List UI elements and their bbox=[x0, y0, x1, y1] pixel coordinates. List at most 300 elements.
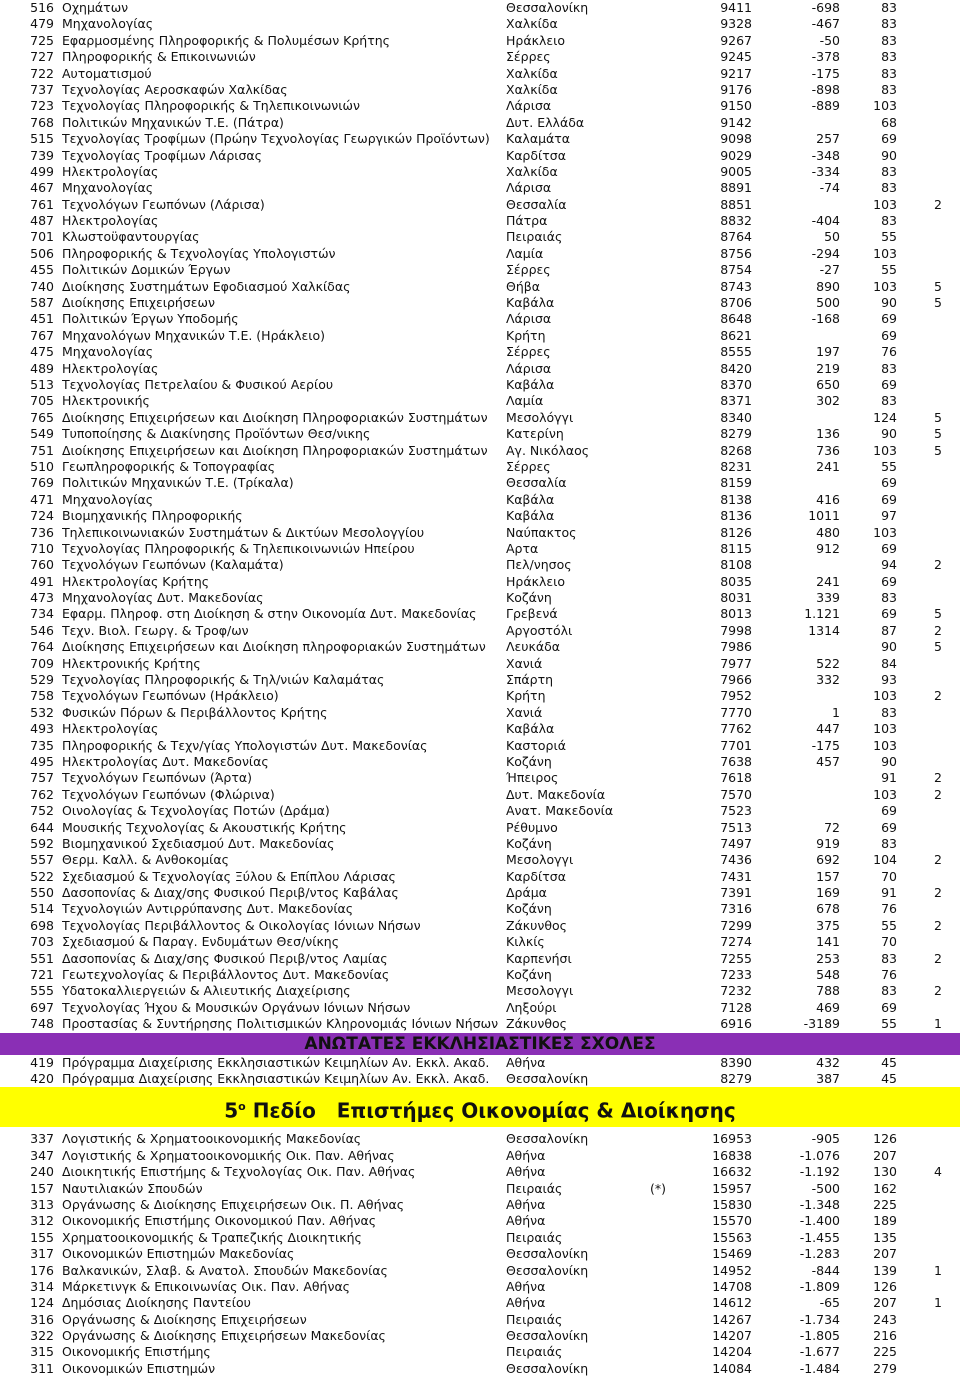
positions: 83 bbox=[881, 65, 897, 81]
score-change: -378 bbox=[811, 49, 840, 65]
score-change: -1.348 bbox=[799, 1196, 840, 1212]
city: Δράμα bbox=[506, 885, 547, 901]
table-row bbox=[0, 1131, 960, 1147]
positions: 225 bbox=[873, 1344, 897, 1360]
extra-positions: 2 bbox=[934, 950, 942, 966]
score-change: 241 bbox=[816, 573, 840, 589]
table-row bbox=[0, 541, 960, 557]
city: Κοζάνη bbox=[506, 967, 552, 983]
table-row bbox=[0, 393, 960, 409]
positions: 103 bbox=[873, 196, 897, 212]
table-section-ecclesiastical bbox=[0, 1055, 960, 1088]
score-change: 257 bbox=[816, 131, 840, 147]
department-name: Τεχνολογίας Πληροφορικής & Τηλεπικοινωνιών Ηπείρου bbox=[62, 540, 415, 556]
department-name: Εφαρμ. Πληροφ. στη Διοίκηση & στην Οικονομία Δυτ. Μακεδονίας bbox=[62, 606, 477, 622]
positions: 83 bbox=[881, 983, 897, 999]
table-row bbox=[0, 1148, 960, 1164]
city: Χαλκίδα bbox=[506, 65, 558, 81]
positions: 103 bbox=[873, 688, 897, 704]
city: Ναύπακτος bbox=[506, 524, 577, 540]
department-code: 313 bbox=[30, 1196, 54, 1212]
score-change: 1314 bbox=[808, 622, 840, 638]
base-score: 9245 bbox=[720, 49, 752, 65]
department-name: Μηχανολογίας bbox=[62, 344, 154, 360]
positions: 76 bbox=[881, 967, 897, 983]
extra-positions: 2 bbox=[934, 688, 942, 704]
base-score: 9142 bbox=[720, 114, 752, 130]
department-code: 176 bbox=[30, 1262, 54, 1278]
department-code: 555 bbox=[30, 983, 54, 999]
department-name: Λογιστικής & Χρηματοοικονομικής Μακεδονίας bbox=[62, 1131, 362, 1147]
base-score: 14207 bbox=[712, 1328, 752, 1344]
department-name: Γεωτεχνολογίας & Περιβάλλοντος Δυτ. Μακεδονίας bbox=[62, 967, 390, 983]
city: Καβάλα bbox=[506, 491, 555, 507]
city: Καρδίτσα bbox=[506, 868, 566, 884]
base-score: 15830 bbox=[712, 1196, 752, 1212]
extra-positions: 5 bbox=[934, 295, 942, 311]
department-name: Μηχανολογίας bbox=[62, 16, 154, 32]
department-code: 499 bbox=[30, 163, 54, 179]
department-name: Χρηματοοικονομικής & Τραπεζικής Διοικητικής bbox=[62, 1229, 362, 1245]
base-score: 8231 bbox=[720, 458, 752, 474]
positions: 279 bbox=[873, 1360, 897, 1376]
table-row bbox=[0, 885, 960, 901]
positions: 83 bbox=[881, 835, 897, 851]
base-score: 16953 bbox=[712, 1131, 752, 1147]
table-row bbox=[0, 1055, 960, 1071]
positions: 83 bbox=[881, 393, 897, 409]
department-name: Τεχνολογίας Πετρελαίου & Φυσικού Αερίου bbox=[62, 376, 334, 392]
department-name: Τεχνολόγων Γεωπόνων (Ηράκλειο) bbox=[62, 688, 279, 704]
table-row bbox=[0, 0, 960, 16]
city: Καβάλα bbox=[506, 295, 555, 311]
score-change: -334 bbox=[811, 163, 840, 179]
base-score: 7770 bbox=[720, 704, 752, 720]
score-change: -74 bbox=[819, 180, 840, 196]
department-code: 514 bbox=[30, 901, 54, 917]
positions: 207 bbox=[873, 1246, 897, 1262]
score-change: -1.283 bbox=[799, 1246, 840, 1262]
base-score: 8891 bbox=[720, 180, 752, 196]
city: Σέρρες bbox=[506, 344, 551, 360]
score-change: -1.400 bbox=[799, 1213, 840, 1229]
department-name: Διοίκησης Επιχειρήσεων και Διοίκηση Πληροφοριακών Συστημάτων bbox=[62, 409, 488, 425]
department-code: 506 bbox=[30, 245, 54, 261]
table-row bbox=[0, 787, 960, 803]
positions: 216 bbox=[873, 1328, 897, 1344]
city: Αθήνα bbox=[506, 1164, 546, 1180]
positions: 139 bbox=[873, 1262, 897, 1278]
department-name: Ηλεκτρολογίας bbox=[62, 163, 159, 179]
positions: 55 bbox=[881, 917, 897, 933]
table-row bbox=[0, 836, 960, 852]
table-row bbox=[0, 623, 960, 639]
city: Κοζάνη bbox=[506, 590, 552, 606]
table-row bbox=[0, 869, 960, 885]
department-code: 551 bbox=[30, 950, 54, 966]
department-name: Ηλεκτρονικής bbox=[62, 393, 150, 409]
table-row bbox=[0, 918, 960, 934]
score-change: 1 bbox=[832, 704, 840, 720]
city: Θεσσαλονίκη bbox=[506, 1328, 589, 1344]
table-row bbox=[0, 148, 960, 164]
city: Καβάλα bbox=[506, 376, 555, 392]
positions: 83 bbox=[881, 360, 897, 376]
positions: 103 bbox=[873, 524, 897, 540]
positions: 69 bbox=[881, 311, 897, 327]
table-row bbox=[0, 1344, 960, 1360]
positions: 83 bbox=[881, 590, 897, 606]
department-code: 587 bbox=[30, 295, 54, 311]
score-change: -65 bbox=[819, 1295, 840, 1311]
table-row bbox=[0, 525, 960, 541]
base-score: 9411 bbox=[720, 0, 752, 15]
department-name: Γεωπληροφορικής & Τοπογραφίας bbox=[62, 458, 276, 474]
positions: 83 bbox=[881, 81, 897, 97]
base-score: 14204 bbox=[712, 1344, 752, 1360]
base-score: 7436 bbox=[720, 852, 752, 868]
city: Μεσολόγγι bbox=[506, 409, 574, 425]
extra-positions: 2 bbox=[934, 196, 942, 212]
department-code: 703 bbox=[30, 934, 54, 950]
score-change: -500 bbox=[811, 1180, 840, 1196]
score-change: -175 bbox=[811, 65, 840, 81]
base-score: 7233 bbox=[720, 967, 752, 983]
table-row bbox=[0, 590, 960, 606]
base-score: 8159 bbox=[720, 475, 752, 491]
base-score: 8115 bbox=[720, 540, 752, 556]
base-score: 8136 bbox=[720, 508, 752, 524]
base-score: 15570 bbox=[712, 1213, 752, 1229]
department-code: 724 bbox=[30, 508, 54, 524]
positions: 76 bbox=[881, 344, 897, 360]
city: Αρτα bbox=[506, 540, 539, 556]
city: Ζάκυνθος bbox=[506, 1016, 568, 1032]
base-score: 15563 bbox=[712, 1229, 752, 1245]
score-change: 890 bbox=[816, 278, 840, 294]
department-name: Ηλεκτρονικής Κρήτης bbox=[62, 655, 201, 671]
department-code: 757 bbox=[30, 770, 54, 786]
department-code: 762 bbox=[30, 786, 54, 802]
base-score: 7570 bbox=[720, 786, 752, 802]
department-code: 487 bbox=[30, 213, 54, 229]
department-code: 311 bbox=[30, 1360, 54, 1376]
department-name: Αυτοματισμού bbox=[62, 65, 152, 81]
department-code: 767 bbox=[30, 327, 54, 343]
department-code: 748 bbox=[30, 1016, 54, 1032]
base-score: 8013 bbox=[720, 606, 752, 622]
department-name: Μουσικής Τεχνολογίας & Ακουστικής Κρήτης bbox=[62, 819, 347, 835]
base-score: 14267 bbox=[712, 1311, 752, 1327]
positions: 83 bbox=[881, 49, 897, 65]
department-code: 419 bbox=[30, 1054, 54, 1070]
table-row bbox=[0, 574, 960, 590]
department-code: 701 bbox=[30, 229, 54, 245]
base-score: 6916 bbox=[720, 1016, 752, 1032]
score-change: 1.121 bbox=[804, 606, 840, 622]
city: Κρήτη bbox=[506, 327, 546, 343]
positions: 69 bbox=[881, 475, 897, 491]
positions: 84 bbox=[881, 655, 897, 671]
positions: 55 bbox=[881, 458, 897, 474]
positions: 207 bbox=[873, 1295, 897, 1311]
table-row bbox=[0, 197, 960, 213]
base-score: 7986 bbox=[720, 639, 752, 655]
table-row bbox=[0, 131, 960, 147]
positions: 243 bbox=[873, 1311, 897, 1327]
department-name: Μηχανολογίας bbox=[62, 491, 154, 507]
base-score: 7618 bbox=[720, 770, 752, 786]
city: Θεσσαλία bbox=[506, 196, 567, 212]
table-row bbox=[0, 426, 960, 442]
department-name: Δασοπονίας & Διαχ/σης Φυσικού Περιβ/ντος Λαμίας bbox=[62, 950, 388, 966]
base-score: 7762 bbox=[720, 721, 752, 737]
city: Δυτ. Ελλάδα bbox=[506, 114, 585, 130]
department-code: 467 bbox=[30, 180, 54, 196]
field-superscript: ο bbox=[238, 1100, 246, 1114]
department-code: 451 bbox=[30, 311, 54, 327]
score-change: -1.192 bbox=[799, 1164, 840, 1180]
department-name: Τηλεπικοινωνιακών Συστημάτων & Δικτύων Μεσολογγίου bbox=[62, 524, 425, 540]
positions: 69 bbox=[881, 491, 897, 507]
extra-positions: 2 bbox=[934, 786, 942, 802]
department-code: 768 bbox=[30, 114, 54, 130]
city: Λαμία bbox=[506, 393, 544, 409]
positions: 70 bbox=[881, 868, 897, 884]
table-row bbox=[0, 606, 960, 622]
field-label: Πεδίο bbox=[252, 1099, 316, 1124]
score-change: 72 bbox=[824, 819, 840, 835]
base-score: 14952 bbox=[712, 1262, 752, 1278]
base-score: 8108 bbox=[720, 557, 752, 573]
positions: 94 bbox=[881, 557, 897, 573]
score-change: -3189 bbox=[803, 1016, 840, 1032]
score-change: 50 bbox=[824, 229, 840, 245]
positions: 103 bbox=[873, 786, 897, 802]
table-row bbox=[0, 115, 960, 131]
table-row bbox=[0, 852, 960, 868]
base-score: 7966 bbox=[720, 672, 752, 688]
department-name: Βαλκανικών, Σλαβ. & Ανατολ. Σπουδών Μακεδονίας bbox=[62, 1262, 388, 1278]
score-change: -1.455 bbox=[799, 1229, 840, 1245]
table-row bbox=[0, 1312, 960, 1328]
extra-positions: 1 bbox=[934, 1262, 942, 1278]
city: Αθήνα bbox=[506, 1054, 546, 1070]
department-name: Πολιτικών Μηχανικών Τ.Ε. (Τρίκαλα) bbox=[62, 475, 294, 491]
department-name: Μηχανολογίας bbox=[62, 180, 154, 196]
positions: 83 bbox=[881, 0, 897, 15]
positions: 130 bbox=[873, 1164, 897, 1180]
base-score: 8756 bbox=[720, 245, 752, 261]
city: Κοζάνη bbox=[506, 901, 552, 917]
positions: 103 bbox=[873, 721, 897, 737]
positions: 70 bbox=[881, 934, 897, 950]
department-name: Βιομηχανικού Σχεδιασμού Δυτ. Μακεδονίας bbox=[62, 835, 335, 851]
table-row bbox=[0, 295, 960, 311]
table-row bbox=[0, 705, 960, 721]
table-row bbox=[0, 983, 960, 999]
city: Ζάκυνθος bbox=[506, 917, 568, 933]
table-row bbox=[0, 672, 960, 688]
base-score: 9217 bbox=[720, 65, 752, 81]
department-name: Τεχνολογίας Αεροσκαφών Χαλκίδας bbox=[62, 81, 288, 97]
department-name: Υδατοκαλλιεργειών & Αλιευτικής Διαχείρισης bbox=[62, 983, 351, 999]
score-change: 1011 bbox=[808, 508, 840, 524]
extra-positions: 5 bbox=[934, 278, 942, 294]
score-change: 169 bbox=[816, 885, 840, 901]
table-row bbox=[0, 33, 960, 49]
city: Καρπενήσι bbox=[506, 950, 572, 966]
department-code: 751 bbox=[30, 442, 54, 458]
city: Ληξούρι bbox=[506, 999, 557, 1015]
city: Καλαμάτα bbox=[506, 131, 571, 147]
table-row bbox=[0, 721, 960, 737]
department-name: Ναυτιλιακών Σπουδών bbox=[62, 1180, 203, 1196]
base-score: 8268 bbox=[720, 442, 752, 458]
table-row bbox=[0, 1000, 960, 1016]
city: Πειραιάς bbox=[506, 1229, 563, 1245]
department-code: 740 bbox=[30, 278, 54, 294]
table-row bbox=[0, 213, 960, 229]
department-code: 240 bbox=[30, 1164, 54, 1180]
extra-positions: 5 bbox=[934, 442, 942, 458]
department-code: 475 bbox=[30, 344, 54, 360]
department-name: Οικονομικών Επιστημών Μακεδονίας bbox=[62, 1246, 295, 1262]
table-row bbox=[0, 16, 960, 32]
city: Κατερίνη bbox=[506, 426, 564, 442]
table-row bbox=[0, 82, 960, 98]
positions: 207 bbox=[873, 1147, 897, 1163]
department-code: 157 bbox=[30, 1180, 54, 1196]
city: Θήβα bbox=[506, 278, 540, 294]
department-name: Τεχνολογίας Τροφίμων (Πρώην Τεχνολογίας Γεωργικών Προϊόντων) bbox=[62, 131, 490, 147]
table-row bbox=[0, 377, 960, 393]
department-code: 727 bbox=[30, 49, 54, 65]
positions: 69 bbox=[881, 803, 897, 819]
city: Σπάρτη bbox=[506, 672, 554, 688]
score-change: 919 bbox=[816, 835, 840, 851]
score-change: 912 bbox=[816, 540, 840, 556]
base-score: 8279 bbox=[720, 1071, 752, 1086]
extra-positions: 4 bbox=[934, 1164, 942, 1180]
department-code: 493 bbox=[30, 721, 54, 737]
score-change: -1.484 bbox=[799, 1360, 840, 1376]
positions: 68 bbox=[881, 114, 897, 130]
department-code: 489 bbox=[30, 360, 54, 376]
base-score: 8371 bbox=[720, 393, 752, 409]
base-score: 7998 bbox=[720, 622, 752, 638]
note-mark: (*) bbox=[650, 1180, 667, 1196]
positions: 45 bbox=[881, 1054, 897, 1070]
score-change: 197 bbox=[816, 344, 840, 360]
positions: 69 bbox=[881, 131, 897, 147]
table-row bbox=[0, 1295, 960, 1311]
department-name: Τεχνολόγων Γεωπόνων (Λάρισα) bbox=[62, 196, 265, 212]
city: Θεσσαλονίκη bbox=[506, 1360, 589, 1376]
extra-positions: 2 bbox=[934, 852, 942, 868]
city: Σέρρες bbox=[506, 458, 551, 474]
base-score: 8390 bbox=[720, 1054, 752, 1070]
city: Δυτ. Μακεδονία bbox=[506, 786, 606, 802]
score-change: -294 bbox=[811, 245, 840, 261]
score-change: -27 bbox=[819, 262, 840, 278]
score-change: -168 bbox=[811, 311, 840, 327]
positions: 135 bbox=[873, 1229, 897, 1245]
positions: 162 bbox=[873, 1180, 897, 1196]
city: Θεσσαλονίκη bbox=[506, 1246, 589, 1262]
table-row bbox=[0, 49, 960, 65]
base-score: 7128 bbox=[720, 999, 752, 1015]
table-row bbox=[0, 262, 960, 278]
base-score: 8555 bbox=[720, 344, 752, 360]
department-code: 710 bbox=[30, 540, 54, 556]
score-change: 219 bbox=[816, 360, 840, 376]
score-change: -1.734 bbox=[799, 1311, 840, 1327]
base-score: 9098 bbox=[720, 131, 752, 147]
table-row bbox=[0, 901, 960, 917]
department-name: Διοίκησης Επιχειρήσεων και Διοίκηση Πληροφοριακών Συστημάτων bbox=[62, 442, 488, 458]
score-change: 375 bbox=[816, 917, 840, 933]
field-title: Επιστήμες Οικονομίας & Διοίκησης bbox=[336, 1099, 736, 1124]
department-code: 760 bbox=[30, 557, 54, 573]
city: Θεσσαλία bbox=[506, 475, 567, 491]
department-name: Ηλεκτρολογίας bbox=[62, 721, 159, 737]
city: Λευκάδα bbox=[506, 639, 561, 655]
positions: 93 bbox=[881, 672, 897, 688]
table-row bbox=[0, 410, 960, 426]
score-change: 141 bbox=[816, 934, 840, 950]
city: Χαλκίδα bbox=[506, 16, 558, 32]
base-score: 9029 bbox=[720, 147, 752, 163]
score-change: 480 bbox=[816, 524, 840, 540]
city: Θεσσαλονίκη bbox=[506, 1131, 589, 1147]
positions: 45 bbox=[881, 1071, 897, 1086]
city: Καβάλα bbox=[506, 508, 555, 524]
department-code: 510 bbox=[30, 458, 54, 474]
city: Αγ. Νικόλαος bbox=[506, 442, 590, 458]
table-row bbox=[0, 492, 960, 508]
department-name: Πληροφορικής & Τεχν/γίας Υπολογιστών Δυτ. Μακεδονίας bbox=[62, 737, 428, 753]
base-score: 7316 bbox=[720, 901, 752, 917]
positions: 83 bbox=[881, 704, 897, 720]
city: Αθήνα bbox=[506, 1295, 546, 1311]
department-code: 516 bbox=[30, 0, 54, 15]
extra-positions: 2 bbox=[934, 885, 942, 901]
score-change: 416 bbox=[816, 491, 840, 507]
city: Κρήτη bbox=[506, 688, 546, 704]
base-score: 7977 bbox=[720, 655, 752, 671]
extra-positions: 2 bbox=[934, 622, 942, 638]
department-code: 491 bbox=[30, 573, 54, 589]
city: Χανιά bbox=[506, 655, 543, 671]
department-code: 522 bbox=[30, 868, 54, 884]
table-row bbox=[0, 1361, 960, 1377]
base-score: 8851 bbox=[720, 196, 752, 212]
base-score: 9176 bbox=[720, 81, 752, 97]
positions: 76 bbox=[881, 901, 897, 917]
department-code: 734 bbox=[30, 606, 54, 622]
positions: 126 bbox=[873, 1278, 897, 1294]
department-code: 557 bbox=[30, 852, 54, 868]
positions: 69 bbox=[881, 327, 897, 343]
city: Πειραιάς bbox=[506, 1344, 563, 1360]
department-code: 550 bbox=[30, 885, 54, 901]
score-change: 788 bbox=[816, 983, 840, 999]
city: Θεσσαλονίκη bbox=[506, 1262, 589, 1278]
extra-positions: 2 bbox=[934, 770, 942, 786]
city: Καστοριά bbox=[506, 737, 566, 753]
table-row bbox=[0, 164, 960, 180]
